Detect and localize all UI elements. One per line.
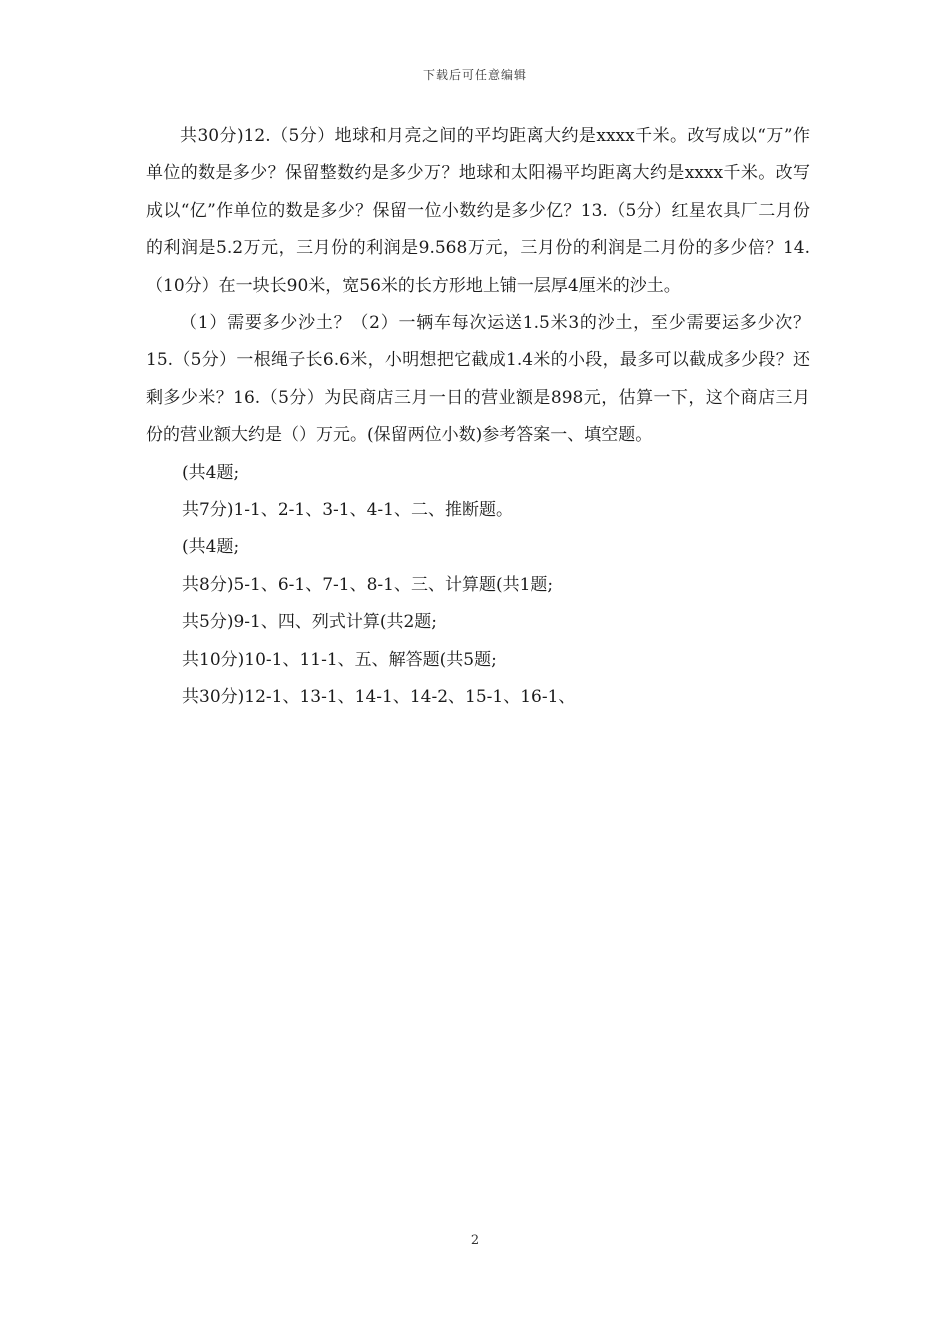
paragraph-questions-12-14: 共30分)12.（5分）地球和月亮之间的平均距离大约是xxxx千米。改写成以“万”作单位的数是多少？保留整数约是多少万？地球和太阳禓平均距离大约是xxxx千米。改写成以“亿”作单位的数是多少？保留一位小数约是多少亿？13.（5分）红星农具厂二月份的利润是5.2万元，三月份的利润是9.568万元，三月份的利润是二月份的多少倍？14.（10分）在一块长90米，宽56米的长方形地上铺一层厚4厘米的沙土。 bbox=[146, 126, 810, 296]
answer-line: 共10分)10-1、11-1、五、解答题(共5题; bbox=[182, 649, 497, 670]
answer-line: 共30分)12-1、13-1、14-1、14-2、15-1、16-1、 bbox=[182, 687, 576, 708]
document-body bbox=[146, 118, 810, 717]
answer-line: 共5分)9-1、四、列式计算(共2题; bbox=[182, 612, 437, 633]
answer-line: 共8分)5-1、6-1、7-1、8-1、三、计算题(共1题; bbox=[182, 574, 554, 595]
answer-line: (共4题; bbox=[182, 537, 240, 558]
paragraph-questions-14-16: （1）需要多少沙土？（2）一辆车每次运送1.5米3的沙土，至少需要运多少次？15.（5分）一根绳子长6.6米，小明想把它截成1.4米的小段，最多可以截成多少段？还剩多少米？16.（5分）为民商店三月一日的营业额是898元，估算一下，这个商店三月份的营业额大约是（）万元。(保留两位小数)参考答案一、填空题。 bbox=[146, 313, 810, 446]
answer-line: 共7分)1-1、2-1、3-1、4-1、二、推断题。 bbox=[182, 500, 513, 521]
page-header: 下载后可任意编辑 bbox=[422, 68, 527, 82]
answer-line: (共4题; bbox=[182, 462, 240, 483]
page-number: 2 bbox=[470, 1233, 480, 1248]
